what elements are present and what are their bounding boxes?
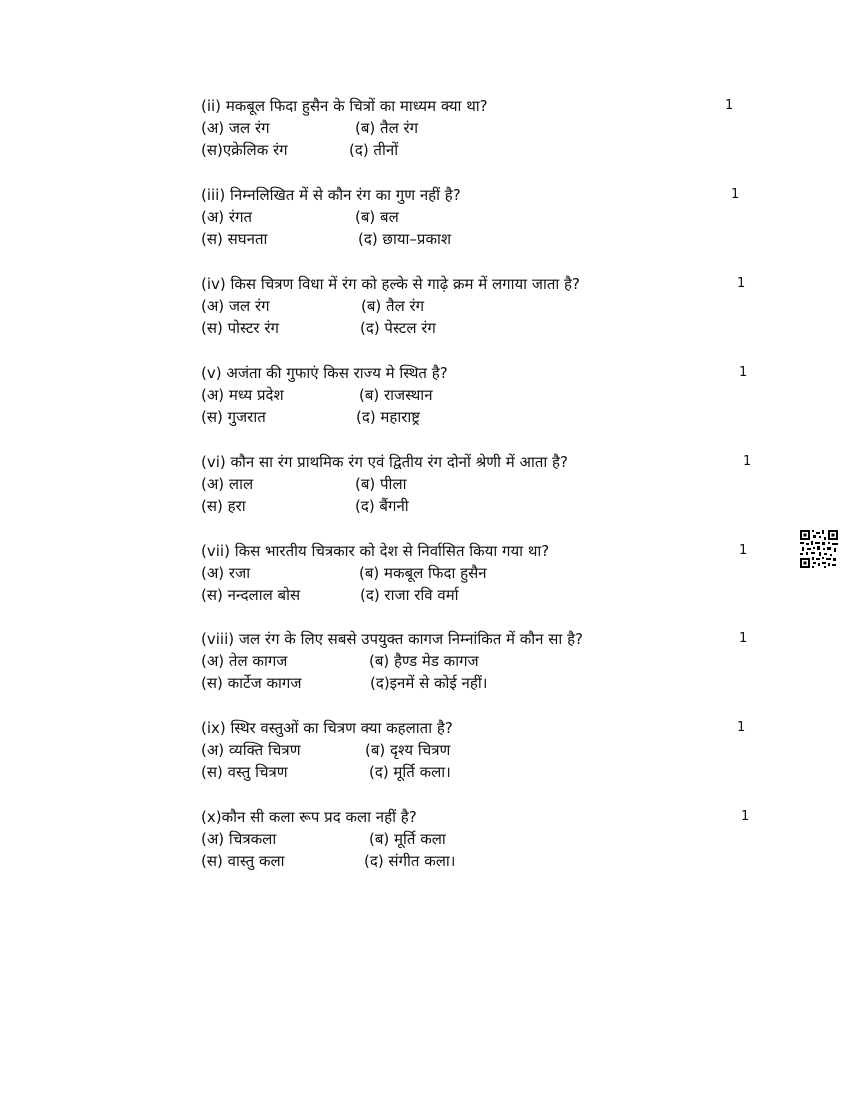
question-number: (vii) bbox=[201, 542, 230, 560]
option-b: (ब) बल bbox=[355, 208, 399, 226]
option-a: (अ) मध्य प्रदेश bbox=[201, 386, 284, 404]
option-c: (स)एक्रेलिक रंग bbox=[201, 141, 288, 159]
question-marks: 1 bbox=[737, 276, 746, 291]
option-d: (द) पेस्टल रंग bbox=[360, 319, 436, 337]
option-b: (ब) हैण्ड मेड कागज bbox=[369, 652, 479, 670]
option-a: (अ) रंगत bbox=[201, 208, 253, 226]
question-line bbox=[201, 717, 761, 739]
question-text: कौन सा रंग प्राथमिक रंग एवं द्वितीय रंग दोनों श्रेणी में आता है? bbox=[225, 453, 568, 471]
option-d: (द) मूर्ति कला। bbox=[369, 763, 451, 781]
options-row bbox=[201, 473, 761, 495]
qr-code-graphic bbox=[800, 530, 838, 568]
option-b: (ब) दृश्य चित्रण bbox=[365, 741, 451, 759]
options-row bbox=[201, 739, 761, 761]
options-row bbox=[201, 117, 761, 139]
question-text: जल रंग के लिए सबसे उपयुक्त कागज निम्नांकित में कौन सा है? bbox=[234, 630, 583, 648]
option-b: (ब) राजस्थान bbox=[359, 386, 433, 404]
question-line bbox=[201, 806, 761, 828]
question-block bbox=[201, 628, 761, 694]
question-marks: 1 bbox=[739, 543, 748, 558]
options-row bbox=[201, 206, 761, 228]
question-number: (vi) bbox=[201, 453, 226, 471]
question-line bbox=[201, 628, 761, 650]
question-line bbox=[201, 362, 761, 384]
question-marks: 1 bbox=[743, 454, 752, 469]
question-line bbox=[201, 540, 761, 562]
question-text: कौन सी कला रूप प्रद कला नहीं है? bbox=[221, 808, 417, 826]
options-row bbox=[201, 850, 761, 872]
question-number: (v) bbox=[201, 364, 222, 382]
option-c: (स) कार्टेज कागज bbox=[201, 674, 302, 692]
question-text: स्थिर वस्तुओं का चित्रण क्या कहलाता है? bbox=[225, 719, 453, 737]
qr-code-icon bbox=[800, 530, 838, 568]
option-b: (ब) तैल रंग bbox=[361, 297, 425, 315]
option-d: (द) तीनों bbox=[349, 141, 399, 159]
question-line bbox=[201, 184, 761, 206]
question-marks: 1 bbox=[739, 631, 748, 646]
option-d: (द) महाराष्ट्र bbox=[356, 408, 421, 426]
question-block bbox=[201, 451, 761, 517]
options-row bbox=[201, 406, 761, 428]
question-line bbox=[201, 451, 761, 473]
question-number: (iii) bbox=[201, 186, 226, 204]
question-marks: 1 bbox=[741, 809, 750, 824]
question-text: मकबूल फिदा हुसैन के चित्रों का माध्यम क्या था? bbox=[221, 97, 488, 115]
option-b: (ब) मकबूल फिदा हुसैन bbox=[359, 564, 487, 582]
option-c: (स) पोस्टर रंग bbox=[201, 319, 279, 337]
question-block bbox=[201, 362, 761, 428]
options-row bbox=[201, 672, 761, 694]
options-row bbox=[201, 584, 761, 606]
question-number: (iv) bbox=[201, 275, 226, 293]
option-c: (स) वस्तु चित्रण bbox=[201, 763, 288, 781]
options-row bbox=[201, 317, 761, 339]
option-d: (द) छाया–प्रकाश bbox=[358, 230, 452, 248]
question-number: (ii) bbox=[201, 97, 222, 115]
option-a: (अ) जल रंग bbox=[201, 297, 270, 315]
question-line bbox=[201, 273, 761, 295]
options-row bbox=[201, 139, 761, 161]
option-a: (अ) लाल bbox=[201, 475, 254, 493]
question-block bbox=[201, 717, 761, 783]
question-marks: 1 bbox=[739, 365, 748, 380]
options-row bbox=[201, 828, 761, 850]
option-a: (अ) तेल कागज bbox=[201, 652, 288, 670]
question-marks: 1 bbox=[737, 720, 746, 735]
options-row bbox=[201, 650, 761, 672]
option-d: (द) राजा रवि वर्मा bbox=[360, 586, 459, 604]
options-row bbox=[201, 384, 761, 406]
options-row bbox=[201, 295, 761, 317]
option-d: (द) संगीत कला। bbox=[364, 852, 456, 870]
option-a: (अ) रजा bbox=[201, 564, 251, 582]
question-block bbox=[201, 184, 761, 250]
question-block bbox=[201, 806, 761, 872]
option-c: (स) हरा bbox=[201, 497, 246, 515]
option-c: (स) सघनता bbox=[201, 230, 268, 248]
option-c: (स) नन्दलाल बोस bbox=[201, 586, 301, 604]
options-row bbox=[201, 562, 761, 584]
question-marks: 1 bbox=[731, 187, 740, 202]
question-number: (x) bbox=[201, 808, 222, 826]
question-number: (ix) bbox=[201, 719, 226, 737]
question-block bbox=[201, 95, 761, 161]
question-text: किस चित्रण विधा में रंग को हल्के से गाढ़े क्रम में लगाया जाता है? bbox=[225, 275, 580, 293]
option-c: (स) वास्तु कला bbox=[201, 852, 285, 870]
option-d: (द)इनमें से कोई नहीं। bbox=[370, 674, 488, 692]
options-row bbox=[201, 228, 761, 250]
question-text: किस भारतीय चित्रकार को देश से निर्वासित किया गया था? bbox=[229, 542, 550, 560]
option-a: (अ) व्यक्ति चित्रण bbox=[201, 741, 301, 759]
options-row bbox=[201, 495, 761, 517]
option-a: (अ) चित्रकला bbox=[201, 830, 277, 848]
option-a: (अ) जल रंग bbox=[201, 119, 270, 137]
options-row bbox=[201, 761, 761, 783]
question-number: (viii) bbox=[201, 630, 235, 648]
option-b: (ब) मूर्ति कला bbox=[369, 830, 446, 848]
option-d: (द) बैंगनी bbox=[355, 497, 409, 515]
option-c: (स) गुजरात bbox=[201, 408, 266, 426]
question-block bbox=[201, 273, 761, 339]
question-block bbox=[201, 540, 761, 606]
option-b: (ब) तैल रंग bbox=[355, 119, 419, 137]
option-b: (ब) पीला bbox=[355, 475, 407, 493]
question-marks: 1 bbox=[725, 98, 734, 113]
question-line bbox=[201, 95, 761, 117]
question-text: अजंता की गुफाएं किस राज्य मे स्थित है? bbox=[221, 364, 448, 382]
question-text: निम्नलिखित में से कौन रंग का गुण नहीं है? bbox=[225, 186, 461, 204]
